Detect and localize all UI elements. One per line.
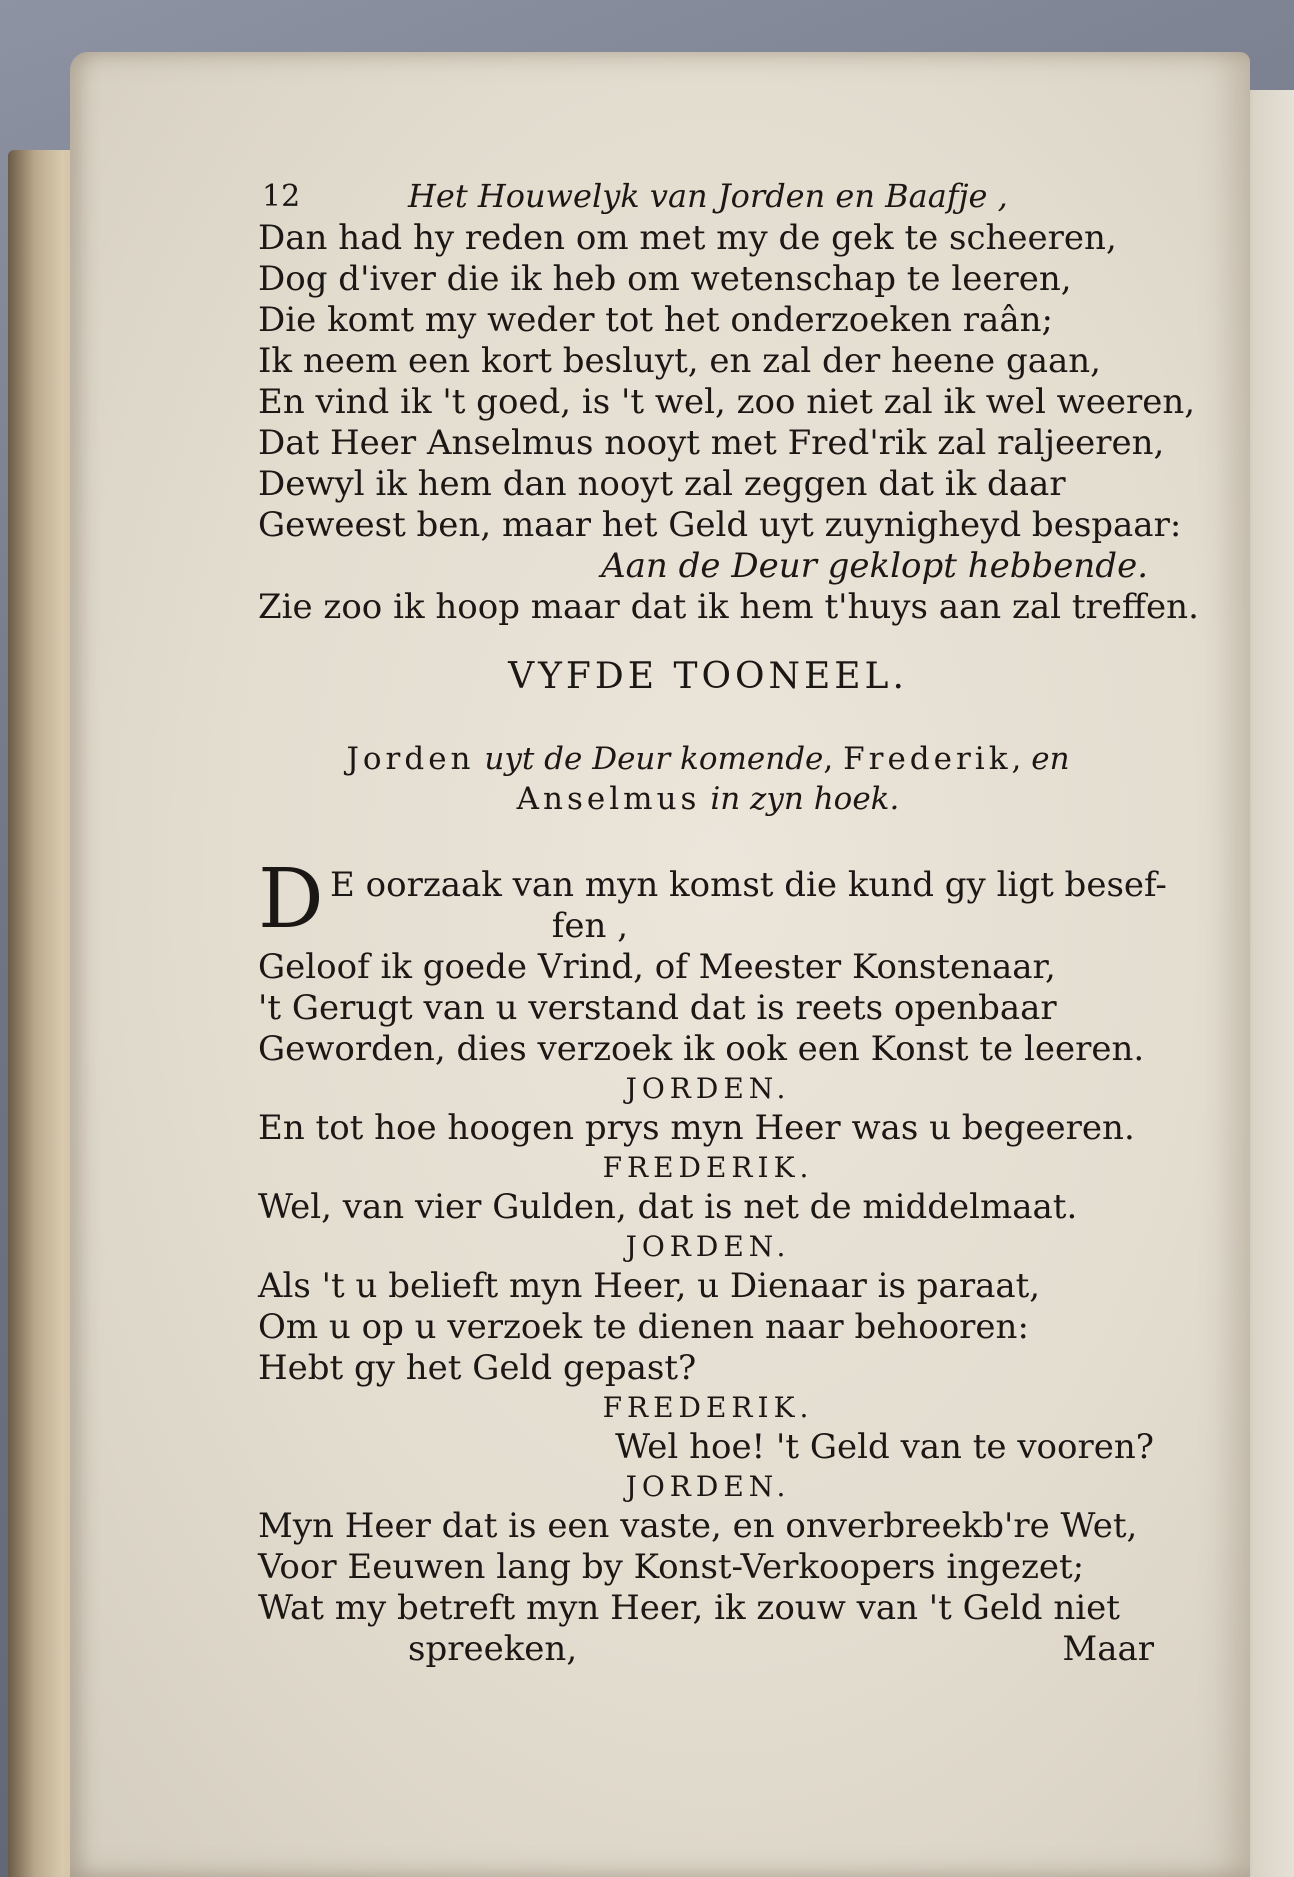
speaker-heading: FREDERIK. [602, 1151, 814, 1184]
verse-line: En vind ik 't goed, is 't wel, zoo niet zal ik wel weeren, [258, 382, 1196, 422]
catchword: Maar [1062, 1629, 1154, 1669]
verse-line: Myn Heer dat is een vaste, en onverbreekb're Wet, [258, 1506, 1138, 1546]
verse-line: E oorzaak van myn komst die kund gy ligt besef- [330, 865, 1167, 905]
verse-line: Dan had hy reden om met my de gek te scheeren, [258, 218, 1117, 258]
running-header [258, 176, 1158, 218]
verse-line: Die komt my weder tot het onderzoeken raân; [258, 300, 1053, 340]
cast-name: Anselmus [516, 781, 701, 817]
verse-line: Geweest ben, maar het Geld uyt zuynigheyd bespaar: [258, 505, 1182, 545]
cast-line-2 [258, 779, 1158, 819]
verse-top [258, 218, 1196, 546]
page-text [258, 176, 1199, 1670]
verse-line: Dog d'iver die ik heb om wetenschap te leeren, [258, 259, 1072, 299]
verse-line-turnover: fen , [551, 906, 628, 946]
verse-line: Wel hoe! 't Geld van te vooren? [615, 1427, 1154, 1467]
verse-line: 't Gerugt van u verstand dat is reets openbaar [258, 988, 1057, 1028]
speaker-heading: JORDEN. [625, 1470, 791, 1503]
speech-frederik-opening [258, 852, 1167, 1070]
cast-description: in zyn hoek. [710, 781, 900, 817]
verse-line: Geloof ik goede Vrind, of Meester Konstenaar, [258, 947, 1056, 987]
verse-line: Wat my betreft myn Heer, ik zouw van 't Geld niet [258, 1588, 1120, 1628]
cast-line-1: Jorden uyt de Deur komende, Frederik, en [346, 741, 1070, 777]
verse-line: Dat Heer Anselmus nooyt met Fred'rik zal raljeeren, [258, 423, 1165, 463]
verse-line: Als 't u belieft myn Heer, u Dienaar is paraat, [258, 1266, 1041, 1306]
speaker-heading: JORDEN. [625, 1072, 791, 1105]
cast-description: uyt de Deur komende [484, 741, 824, 777]
verse-line: En tot hoe hoogen prys myn Heer was u begeeren. [258, 1108, 1135, 1148]
stage-direction: Aan de Deur geklopt hebbende. [601, 546, 1148, 586]
page-number: 12 [262, 179, 301, 214]
verse-line: Hebt gy het Geld gepast? [258, 1348, 697, 1388]
cast-conjunction: en [1031, 741, 1070, 777]
cast-name: Jorden [346, 741, 475, 777]
drop-cap: D [258, 852, 324, 947]
scene-title: VYFDE TOONEEL. [508, 656, 908, 697]
verse-line: Zie zoo ik hoop maar dat ik hem t'huys aan zal treffen. [258, 587, 1199, 627]
running-title: Het Houwelyk van Jorden en Baafje , [408, 177, 1008, 215]
verse-line: Dewyl ik hem dan nooyt zal zeggen dat ik daar [258, 464, 1066, 504]
verse-line: Voor Eeuwen lang by Konst-Verkoopers ingezet; [258, 1547, 1085, 1587]
cast-name: Frederik [843, 741, 1012, 777]
speaker-heading: FREDERIK. [602, 1391, 814, 1424]
verse-line: Om u op u verzoek te dienen naar behooren: [258, 1307, 1029, 1347]
verse-line: Wel, van vier Gulden, dat is net de middelmaat. [258, 1187, 1078, 1227]
verse-line: Ik neem een kort besluyt, en zal der heene gaan, [258, 341, 1101, 381]
last-row [258, 1629, 1158, 1670]
verse-line-turnover: spreeken, [408, 1629, 578, 1669]
speaker-heading: JORDEN. [625, 1230, 791, 1263]
verse-line: Geworden, dies verzoek ik ook een Konst te leeren. [258, 1029, 1145, 1069]
cast-list [258, 739, 1158, 819]
